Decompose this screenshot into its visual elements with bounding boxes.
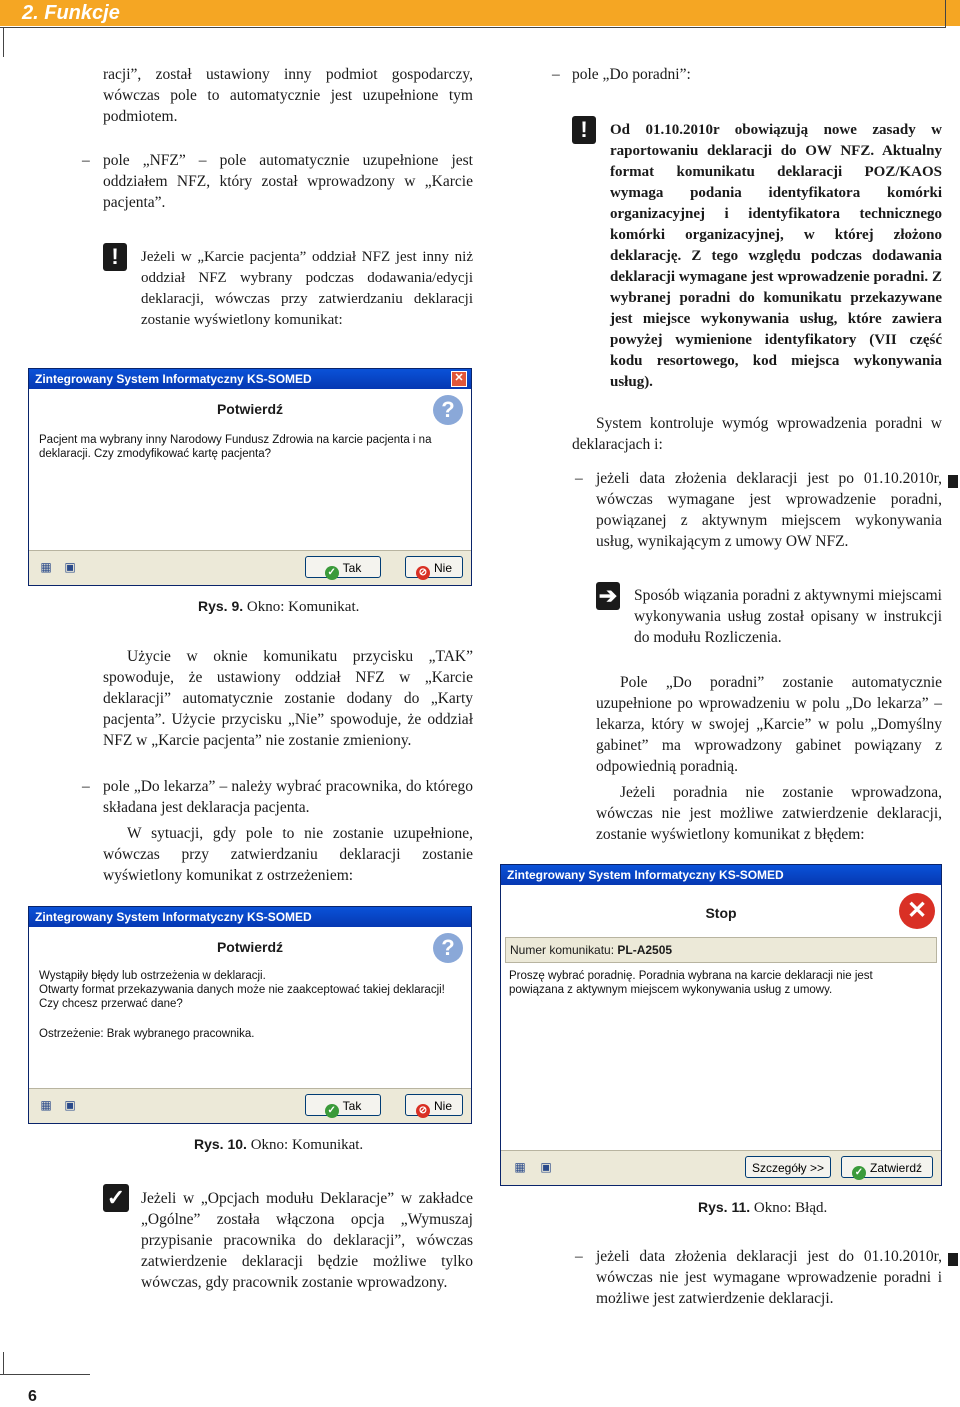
no-button[interactable] (405, 1094, 463, 1116)
stop-icon: ✕ (899, 893, 935, 929)
number-value: PL-A2505 (617, 943, 673, 957)
right-rule (945, 0, 946, 28)
dialog-message-1: Wystąpiły błędy lub ostrzeżenia w deklaracji. (39, 970, 266, 982)
left-paragraph-3: W sytuacji, gdy pole to nie zostanie uzupełnione, wówczas przy zatwierdzaniu deklaracji zostanie wyświetlony komunikat z ostrzeżeniem: (103, 825, 473, 884)
check-icon: ✓ (325, 566, 339, 580)
list-item-lekarz: pole „Do lekarza” – należy wybrać pracownika, do którego składana jest deklaracja pacjenta. (103, 778, 473, 816)
approve-button[interactable] (841, 1156, 933, 1178)
dialog-title-bar (29, 907, 471, 927)
margin-mark (948, 1253, 958, 1266)
message-number-box (505, 937, 937, 963)
dialog-body (29, 927, 471, 1089)
no-label: Nie (433, 561, 452, 575)
save-icon[interactable]: ▣ (64, 560, 76, 574)
cancel-icon: ⊘ (416, 1104, 430, 1118)
dialog-footer (29, 1088, 471, 1123)
dialog-heading: Potwierdź (216, 401, 284, 417)
section-header-bar (0, 0, 960, 26)
header-rule (0, 27, 945, 28)
question-icon: ? (433, 395, 463, 425)
figure-caption-1 (198, 598, 359, 616)
right-paragraph-2: Pole „Do poradni” zostanie automatycznie uzupełnione po wprowadzeniu w polu „Do lekarza” – lekarza, który w swojej „Karcie” w polu „Domyślny gabinet” ma wprowadzony gabinet powiązany z odpowiednią poradnią. (596, 674, 942, 775)
notes-icon[interactable]: ▦ (40, 1098, 52, 1112)
right-paragraph-1: System kontroluje wymóg wprowadzenia poradni w deklaracjach i: (572, 415, 942, 453)
dialog-title-bar (29, 369, 471, 389)
question-icon: ? (433, 933, 463, 963)
margin-mark (948, 475, 958, 488)
yes-button[interactable] (305, 556, 381, 578)
footer-left-rule (3, 1352, 4, 1375)
page-number: 6 (28, 1388, 37, 1405)
save-icon[interactable]: ▣ (64, 1098, 76, 1112)
dialog-footer (501, 1150, 941, 1185)
list-item-poradni: pole „Do poradni”: (572, 66, 691, 83)
list-item-po-date: jeżeli data złożenia deklaracji jest po 01.10.2010r, wówczas wymagane jest wprowadzenie poradni, powiązanej z aktywnym miejscem wykonywania usług, wynikającym z umowy OW NFZ. (596, 470, 942, 550)
confirm-dialog-2 (28, 906, 472, 1124)
dialog-message-4: Ostrzeżenie: Brak wybranego pracownika. (39, 1028, 255, 1040)
caption-text: Okno: Komunikat. (250, 1137, 364, 1153)
dialog-title: Zintegrowany System Informatyczny KS-SOMED (35, 910, 312, 924)
arrow-note: Sposób wiązania poradni z aktywnymi miejscami wykonywania usług został opisany w instrukcji do modułu Rozliczenia. (634, 587, 942, 646)
arrow-right-icon: ➔ (596, 582, 620, 610)
details-label: Szczegóły >> (751, 1161, 825, 1175)
left-rule (3, 27, 4, 57)
check-icon: ✓ (852, 1166, 866, 1180)
warning-note-2: Od 01.10.2010r obowiązują nowe zasady w raportowaniu deklaracji do OW NFZ. Aktualny format komunikatu deklaracji POZ/KAOS wymaga podania identyfikatora komórki organizacyjnej i identyfikatora technicznego komórki organizacyjnej, w której złożono deklarację. Z tego względu podczas dodawania deklaracji wymagane jest wprowadzenie poradni. Z wybranej poradni do komunikatu przekazywane jest miejsce wykonywania usług, które zawiera powyżej wymienione identyfikatory (VII część kodu resortowego, kod miejsca wykonywania usług). (610, 122, 942, 390)
exclamation-icon: ! (103, 243, 127, 271)
exclamation-icon: ! (572, 116, 596, 144)
dialog-heading: Potwierdź (216, 939, 284, 955)
dialog-body (501, 885, 941, 1151)
error-dialog (500, 864, 942, 1186)
warning-note-1: Jeżeli w „Karcie pacjenta” oddział NFZ jest inny niż oddział NFZ wybrany podczas dodawania/edycji deklaracji, wówczas przy zatwierdzaniu deklaracji zostanie wyświetlony komunikat: (141, 249, 473, 328)
caption-number: Rys. 11. (698, 1199, 751, 1215)
yes-label: Tak (342, 1099, 362, 1113)
cancel-icon: ⊘ (416, 566, 430, 580)
caption-number: Rys. 10. (194, 1136, 247, 1152)
checkmark-icon: ✓ (103, 1184, 129, 1212)
figure-caption-2 (194, 1136, 363, 1154)
caption-number: Rys. 9. (198, 598, 244, 614)
dash-bullet: – (575, 1248, 583, 1265)
dash-bullet: – (552, 66, 560, 83)
yes-button[interactable] (305, 1094, 381, 1116)
left-paragraph-1: racji”, został ustawiony inny podmiot gospodarczy, wówczas pole to automatycznie jest uzupełnione tym podmiotem. (103, 66, 473, 125)
dash-bullet: – (82, 152, 90, 169)
dialog-body (29, 389, 471, 551)
right-paragraph-3: Jeżeli poradnia nie zostanie wprowadzona, wówczas nie jest możliwe zatwierdzenie deklaracji, zostanie wyświetlony komunikat z błędem: (596, 784, 942, 843)
dialog-message: Proszę wybrać poradnię. Poradnia wybrana na karcie deklaracji nie jest powiązana z aktywnym miejscem wykonywania usług z umowy. (509, 970, 873, 996)
caption-text: Okno: Komunikat. (246, 599, 360, 615)
check-icon: ✓ (325, 1104, 339, 1118)
confirm-dialog-1 (28, 368, 472, 586)
footer-rule (0, 1374, 90, 1375)
dialog-title-bar (501, 865, 941, 885)
left-paragraph-2: Użycie w oknie komunikatu przycisku „TAK” spowoduje, że ustawiony oddział NFZ w „Karcie deklaracji” automatycznie zostanie dodany do „Karty pacjenta”. Użycie przycisku „Nie” spowoduje, że oddział NFZ w „Karcie pacjenta” nie zostanie zmieniony. (103, 648, 473, 749)
close-icon[interactable]: ✕ (451, 371, 467, 387)
dialog-message: Pacjent ma wybrany inny Narodowy Fundusz Zdrowia na karcie pacjenta i na deklaracji. Czy zmodyfikować kartę pacjenta? (39, 434, 432, 460)
check-note: Jeżeli w „Opcjach modułu Deklaracje” w zakładce „Ogólne” została włączona opcja „Wymuszaj przypisanie pracownika do deklaracji”, wówczas zatwierdzenie deklaracji będzie możliwe tylko wówczas, gdy pracownik zostanie wprowadzony. (141, 1190, 473, 1291)
caption-text: Okno: Błąd. (753, 1200, 828, 1216)
no-label: Nie (433, 1099, 452, 1113)
list-item-nfz: pole „NFZ” – pole automatycznie uzupełnione jest oddziałem NFZ, który został wprowadzony w „Karcie pacjenta”. (103, 152, 473, 211)
dash-bullet: – (82, 778, 90, 795)
approve-label: Zatwierdź (869, 1161, 922, 1175)
number-label: Numer komunikatu: (510, 943, 615, 957)
dash-bullet: – (575, 470, 583, 487)
figure-caption-3 (698, 1199, 827, 1217)
list-item-do-date: jeżeli data złożenia deklaracji jest do 01.10.2010r, wówczas nie jest wymagane wprowadzenie poradni i możliwe jest zatwierdzenie deklaracji. (596, 1248, 942, 1307)
details-button[interactable] (745, 1156, 831, 1178)
dialog-heading: Stop (705, 905, 737, 921)
dialog-message-3: Czy chcesz przerwać dane? (39, 998, 183, 1010)
section-title: 2. Funkcje (22, 2, 120, 24)
yes-label: Tak (342, 561, 362, 575)
dialog-title: Zintegrowany System Informatyczny KS-SOMED (507, 868, 784, 882)
no-button[interactable] (405, 556, 463, 578)
dialog-title: Zintegrowany System Informatyczny KS-SOMED (35, 372, 312, 386)
dialog-message-2: Otwarty format przekazywania danych może nie zaakceptować takiej deklaracji! (39, 984, 445, 996)
notes-icon[interactable]: ▦ (40, 560, 52, 574)
notes-icon[interactable]: ▦ (514, 1160, 526, 1174)
dialog-footer (29, 550, 471, 585)
save-icon[interactable]: ▣ (540, 1160, 552, 1174)
